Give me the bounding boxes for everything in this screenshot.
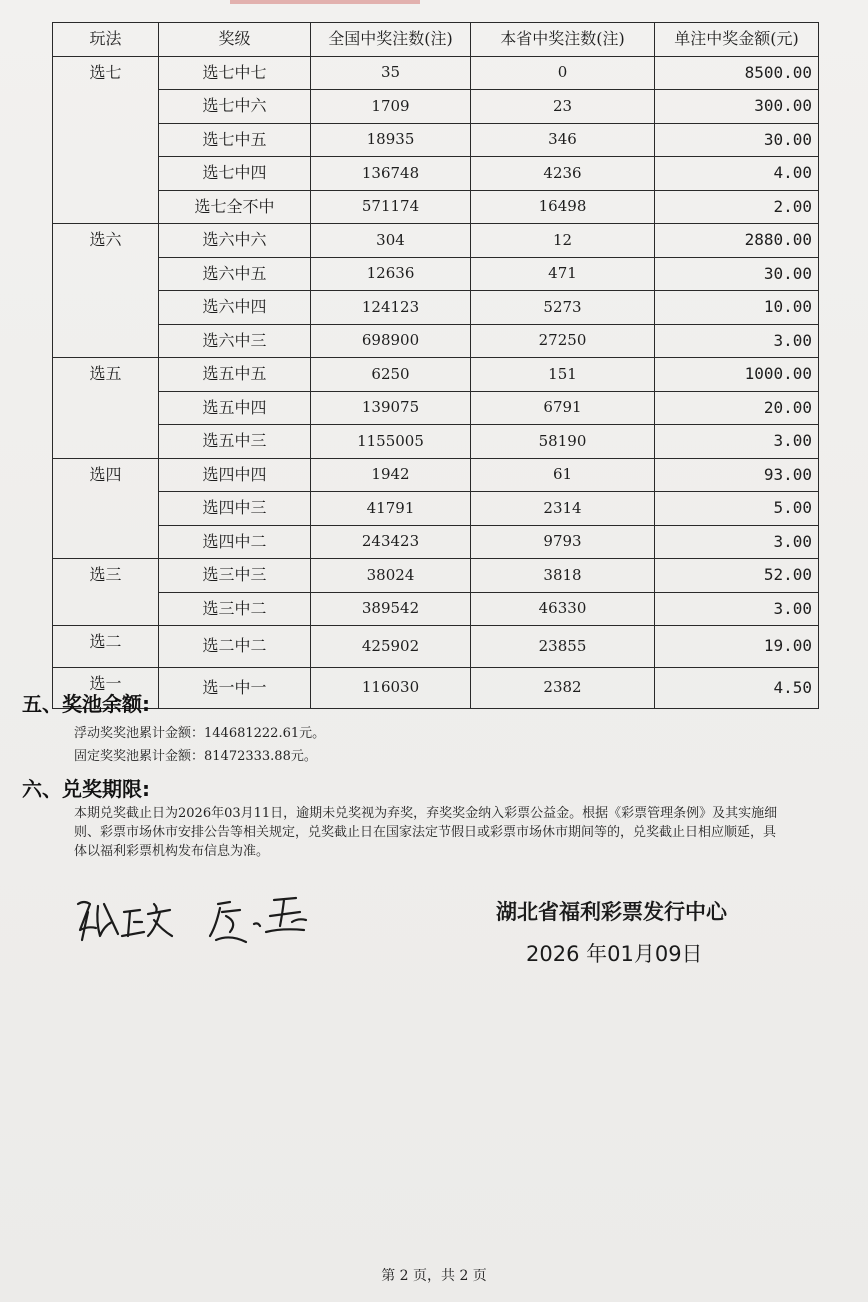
province-count-cell: 61 [471, 458, 655, 492]
table-row [53, 358, 819, 392]
header-play: 玩法 [53, 23, 159, 57]
play-type-cell: 选一 [53, 667, 159, 709]
header-level: 奖级 [159, 23, 311, 57]
handwritten-signature [70, 882, 330, 956]
province-count-cell: 0 [471, 56, 655, 90]
issue-date: 2026 年01月09日 [526, 942, 703, 966]
prize-amount-cell: 4.50 [655, 667, 819, 709]
prize-level-cell: 选三中二 [159, 592, 311, 626]
play-type-cell: 选四 [53, 458, 159, 559]
table-row [53, 224, 819, 258]
prize-level-cell: 选七中六 [159, 90, 311, 124]
red-stamp-edge [230, 0, 420, 4]
national-count-cell: 304 [311, 224, 471, 258]
prize-amount-cell: 2880.00 [655, 224, 819, 258]
national-count-cell: 18935 [311, 123, 471, 157]
table-row [53, 291, 819, 325]
prize-level-cell: 选四中三 [159, 492, 311, 526]
national-count-cell: 124123 [311, 291, 471, 325]
province-count-cell: 6791 [471, 391, 655, 425]
prize-amount-cell: 5.00 [655, 492, 819, 526]
table-row [53, 157, 819, 191]
table-row [53, 525, 819, 559]
prize-amount-cell: 30.00 [655, 123, 819, 157]
prize-amount-cell: 3.00 [655, 525, 819, 559]
table-row [53, 592, 819, 626]
province-count-cell: 16498 [471, 190, 655, 224]
prize-level-cell: 选五中三 [159, 425, 311, 459]
prize-amount-cell: 20.00 [655, 391, 819, 425]
table-row [53, 257, 819, 291]
national-count-cell: 116030 [311, 667, 471, 709]
prize-level-cell: 选二中二 [159, 626, 311, 668]
national-count-cell: 136748 [311, 157, 471, 191]
prize-level-cell: 选六中三 [159, 324, 311, 358]
national-count-cell: 1155005 [311, 425, 471, 459]
prize-amount-cell: 3.00 [655, 592, 819, 626]
section-5-heading: 五、奖池余额: [22, 692, 150, 716]
play-type-cell: 选三 [53, 559, 159, 626]
table-row [53, 90, 819, 124]
table-row [53, 492, 819, 526]
prize-level-cell: 选四中四 [159, 458, 311, 492]
prize-amount-cell: 3.00 [655, 425, 819, 459]
play-type-cell: 选六 [53, 224, 159, 358]
page-number: 第 2 页，共 2 页 [381, 1268, 487, 1284]
province-count-cell: 471 [471, 257, 655, 291]
national-count-cell: 1709 [311, 90, 471, 124]
play-type-cell: 选五 [53, 358, 159, 459]
fixed-pool-text: 固定奖奖池累计金额：81472333.88元。 [74, 749, 317, 764]
prize-table [52, 22, 819, 709]
national-count-cell: 698900 [311, 324, 471, 358]
province-count-cell: 3818 [471, 559, 655, 593]
table-row [53, 56, 819, 90]
national-count-cell: 389542 [311, 592, 471, 626]
province-count-cell: 2382 [471, 667, 655, 709]
province-count-cell: 12 [471, 224, 655, 258]
floating-pool-text: 浮动奖奖池累计金额：144681222.61元。 [74, 726, 326, 741]
province-count-cell: 9793 [471, 525, 655, 559]
province-count-cell: 4236 [471, 157, 655, 191]
province-count-cell: 46330 [471, 592, 655, 626]
prize-amount-cell: 19.00 [655, 626, 819, 668]
table-row [53, 626, 819, 668]
province-count-cell: 346 [471, 123, 655, 157]
prize-amount-cell: 52.00 [655, 559, 819, 593]
table-row [53, 425, 819, 459]
prize-amount-cell: 30.00 [655, 257, 819, 291]
prize-level-cell: 选五中五 [159, 358, 311, 392]
prize-amount-cell: 300.00 [655, 90, 819, 124]
table-row [53, 391, 819, 425]
play-type-cell: 选七 [53, 56, 159, 224]
prize-amount-cell: 4.00 [655, 157, 819, 191]
prize-level-cell: 选四中二 [159, 525, 311, 559]
table-row [53, 559, 819, 593]
table-row [53, 123, 819, 157]
province-count-cell: 151 [471, 358, 655, 392]
prize-level-cell: 选六中五 [159, 257, 311, 291]
national-count-cell: 41791 [311, 492, 471, 526]
table-header-row [53, 23, 819, 57]
prize-amount-cell: 1000.00 [655, 358, 819, 392]
table-row [53, 667, 819, 709]
national-count-cell: 425902 [311, 626, 471, 668]
prize-amount-cell: 93.00 [655, 458, 819, 492]
table-body [53, 56, 819, 709]
header-prize-amount: 单注中奖金额(元) [655, 23, 819, 57]
national-count-cell: 243423 [311, 525, 471, 559]
header-national-count: 全国中奖注数(注) [311, 23, 471, 57]
national-count-cell: 35 [311, 56, 471, 90]
prize-level-cell: 选六中四 [159, 291, 311, 325]
table-row [53, 190, 819, 224]
table-row [53, 324, 819, 358]
province-count-cell: 5273 [471, 291, 655, 325]
prize-amount-cell: 8500.00 [655, 56, 819, 90]
province-count-cell: 23855 [471, 626, 655, 668]
header-province-count: 本省中奖注数(注) [471, 23, 655, 57]
prize-amount-cell: 3.00 [655, 324, 819, 358]
prize-amount-cell: 10.00 [655, 291, 819, 325]
prize-level-cell: 选七中七 [159, 56, 311, 90]
section-6-heading: 六、兑奖期限: [22, 777, 150, 801]
province-count-cell: 23 [471, 90, 655, 124]
prize-level-cell: 选七中五 [159, 123, 311, 157]
prize-level-cell: 选七中四 [159, 157, 311, 191]
redemption-paragraph: 本期兑奖截止日为2026年03月11日，逾期未兑奖视为弃奖，弃奖奖金纳入彩票公益金。根据《彩票管理条例》及其实施细则、彩票市场休市安排公告等相关规定，兑奖截止日在国家法定节假日或彩票市场休市期间等的，兑奖截止日相应顺延，具体以福利彩票机构发布信息为准。 [74, 806, 778, 859]
province-count-cell: 2314 [471, 492, 655, 526]
prize-level-cell: 选一中一 [159, 667, 311, 709]
prize-level-cell: 选七全不中 [159, 190, 311, 224]
play-type-cell: 选二 [53, 626, 159, 668]
prize-level-cell: 选六中六 [159, 224, 311, 258]
national-count-cell: 38024 [311, 559, 471, 593]
province-count-cell: 27250 [471, 324, 655, 358]
national-count-cell: 139075 [311, 391, 471, 425]
prize-level-cell: 选五中四 [159, 391, 311, 425]
issuer-name: 湖北省福利彩票发行中心 [496, 900, 727, 924]
prize-level-cell: 选三中三 [159, 559, 311, 593]
national-count-cell: 12636 [311, 257, 471, 291]
prize-amount-cell: 2.00 [655, 190, 819, 224]
table-row [53, 458, 819, 492]
national-count-cell: 6250 [311, 358, 471, 392]
province-count-cell: 58190 [471, 425, 655, 459]
national-count-cell: 571174 [311, 190, 471, 224]
national-count-cell: 1942 [311, 458, 471, 492]
